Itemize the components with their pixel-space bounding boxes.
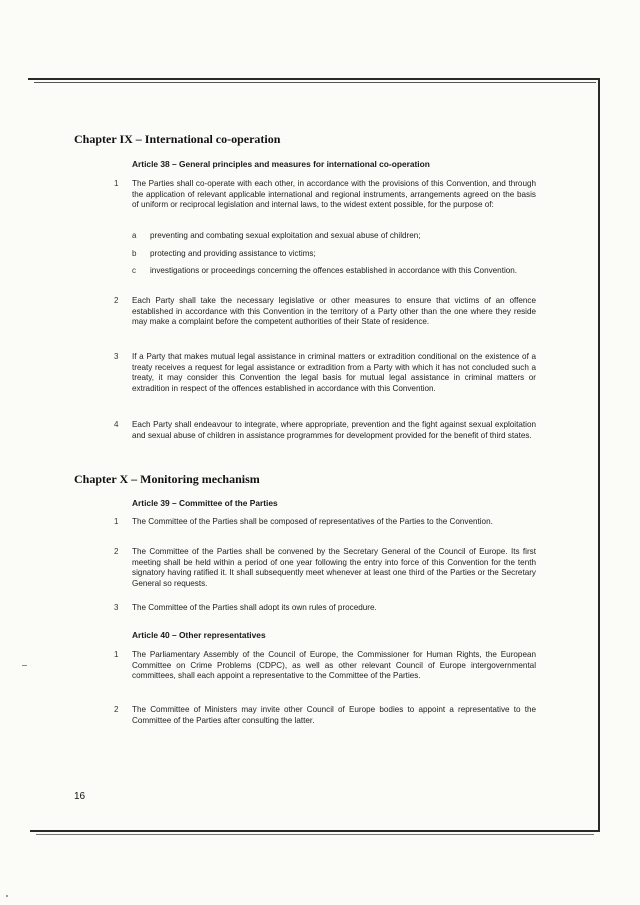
article-38-item-c-label: c — [132, 266, 136, 275]
page-number: 16 — [74, 791, 86, 802]
article-38-para-4-number: 4 — [114, 420, 119, 429]
article-38-item-b-label: b — [132, 249, 137, 258]
article-38-heading: Article 38 – General principles and measures for international co-operation — [132, 159, 430, 169]
chapter-x-title: Chapter X – Monitoring mechanism — [74, 472, 260, 486]
bottom-rule — [30, 830, 600, 832]
article-39-para-2: The Committee of the Parties shall be convened by the Secretary General of the Council of Europe. Its first meeting shall be held within a period of one year following the entry into force of this Convention for the tenth signatory having ratified it. It shall subsequently meet whenever at least one third of the Parties or the Secretary General so requests. — [132, 547, 536, 588]
top-rule-inner — [34, 82, 596, 83]
article-38-para-4: Each Party shall endeavour to integrate, where appropriate, prevention and the fight against sexual exploitation and sexual abuse of children in assistance programmes for development provided for the benefit of third states. — [132, 420, 536, 440]
article-39-para-3-number: 3 — [114, 603, 119, 612]
article-38-item-a: preventing and combating sexual exploitation and sexual abuse of children; — [150, 231, 421, 240]
right-rule — [598, 78, 600, 832]
article-39-heading: Article 39 – Committee of the Parties — [132, 498, 278, 508]
article-39-para-3: The Committee of the Parties shall adopt its own rules of procedure. — [132, 603, 377, 612]
article-38-para-2-number: 2 — [114, 296, 119, 305]
article-40-para-2: The Committee of Ministers may invite other Council of Europe bodies to appoint a representative to the Committee of the Parties after consulting the latter. — [132, 705, 536, 725]
article-40-para-2-number: 2 — [114, 705, 119, 714]
bottom-rule-inner — [36, 834, 594, 835]
article-38-item-b: protecting and providing assistance to victims; — [150, 249, 316, 258]
top-rule — [28, 78, 600, 80]
article-39-para-2-number: 2 — [114, 547, 119, 556]
article-38-para-1: The Parties shall co-operate with each other, in accordance with the provisions of this Convention, and through the application of relevant applicable international and regional instruments, arrangements agreed on the basis of uniform or reciprocal legislation and internal laws, to the widest extent possible, for the purpose of: — [132, 179, 536, 209]
article-38-para-3-number: 3 — [114, 352, 119, 361]
article-38-para-2: Each Party shall take the necessary legislative or other measures to ensure that victims of an offence established in accordance with this Convention in the territory of a Party other than the one where they reside may make a complaint before the competent authorities of their State of residence. — [132, 296, 536, 326]
article-38-item-c: investigations or proceedings concerning the offences established in accordance with this Convention. — [150, 266, 518, 275]
chapter-ix-title: Chapter IX – International co-operation — [74, 132, 281, 146]
article-38-para-1-number: 1 — [114, 179, 119, 188]
article-38-para-3: If a Party that makes mutual legal assistance in criminal matters or extradition conditional on the existence of a treaty receives a request for legal assistance or extradition from a Party with which it has not concluded such a treaty, it may consider this Convention the legal basis for mutual legal assistance in criminal matters or extradition in respect of the offences established in accordance with this Convention. — [132, 352, 536, 393]
margin-mark — [22, 665, 27, 666]
article-39-para-1: The Committee of the Parties shall be composed of representatives of the Parties to the Convention. — [132, 517, 493, 526]
article-39-para-1-number: 1 — [114, 517, 119, 526]
article-40-para-1: The Parliamentary Assembly of the Council of Europe, the Commissioner for Human Rights, the European Committee on Crime Problems (CDPC), as well as other relevant Council of Europe intergovernmental committees, shall each appoint a representative to the Committee of the Parties. — [132, 650, 536, 680]
article-38-item-a-label: a — [132, 231, 137, 240]
article-40-heading: Article 40 – Other representatives — [132, 630, 266, 640]
margin-speck — [6, 895, 8, 897]
article-40-para-1-number: 1 — [114, 650, 119, 659]
